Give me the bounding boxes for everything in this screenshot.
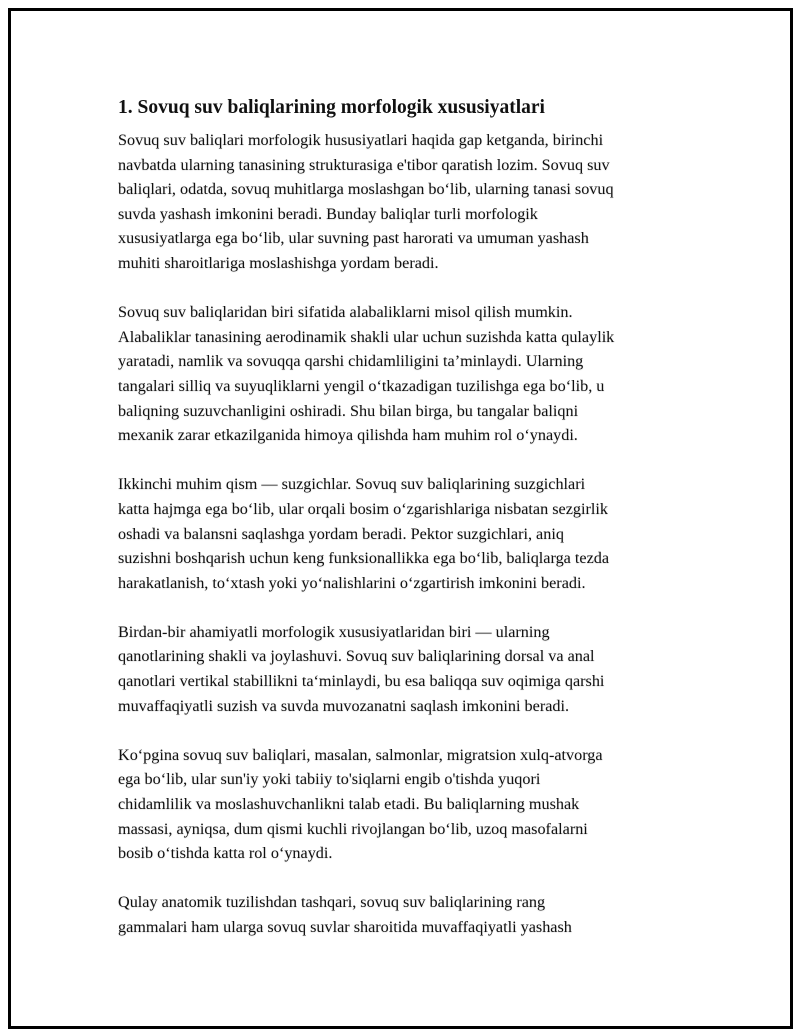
text-line: baliqning suzuvchanligini oshiradi. Shu bilan birga, bu tangalar baliqni [118,401,579,420]
text-line: gammalari ham ularga sovuq suvlar sharoitida muvaffaqiyatli yashash [118,918,572,936]
text-line: muhiti sharoitlariga moslashishga yordam beradi. [118,253,439,272]
paragraph-3 [118,472,690,595]
text-line: Birdan-bir ahamiyatli morfologik xususiyatlaridan biri — ularning [118,622,550,641]
paragraph-1 [118,128,690,276]
text-line: Alabaliklar tanasining aerodinamik shakli ular uchun suzishda katta qulaylik [118,327,615,346]
text-line: Ko‘pgina sovuq suv baliqlari, masalan, salmonlar, migratsion xulq-atvorga [118,745,603,764]
text-line: oshadi va balansni saqlashga yordam beradi. Pektor suzgichlari, aniq [118,524,564,543]
text-line: katta hajmga ega bo‘lib, ular orqali bosim o‘zgarishlariga nisbatan sezgirlik [118,499,608,518]
text-line: chidamlilik va moslashuvchanlikni talab etadi. Bu baliqlarning mushak [118,795,580,814]
text-line: Qulay anatomik tuzilishdan tashqari, sovuq suv baliqlarining rang [118,893,546,912]
text-line: navbatda ularning tanasining strukturasiga e'tibor qaratish lozim. Sovuq suv [118,155,610,174]
text-line: ega bo‘lib, ular sun'iy yoki tabiiy to'siqlarni engib o'tishda yuqori [118,770,541,789]
text-line: harakatlanish, to‘xtash yoki yo‘nalishlarini o‘zgartirish imkonini beradi. [118,573,586,592]
text-line: tangalari silliq va suyuqliklarni yengil o‘tkazadigan tuzilishga ega bo‘lib, u [118,376,605,395]
text-line: muvaffaqiyatli suzish va suvda muvozanatni saqlash imkonini beradi. [118,696,570,715]
text-line: massasi, ayniqsa, dum qismi kuchli rivojlangan bo‘lib, uzoq masofalarni [118,819,588,838]
paragraph-6 [118,890,690,939]
text-line: mexanik zarar etkazilganida himoya qilishda ham muhim rol o‘ynaydi. [118,426,578,445]
text-line: Sovuq suv baliqlari morfologik hususiyatlari haqida gap ketganda, birinchi [118,131,604,149]
text-line: Sovuq suv baliqlaridan biri sifatida alabaliklarni misol qilish mumkin. [118,303,573,322]
text-line: xususiyatlarga ega bo‘lib, ular suvning past harorati va umuman yashash [118,229,589,248]
text-line: yaratadi, namlik va sovuqqa qarshi chidamliligini ta’minlaydi. Ularning [118,352,584,371]
text-line: qanotlarining shakli va joylashuvi. Sovuq suv baliqlarining dorsal va anal [118,647,595,666]
paragraph-2 [118,300,690,448]
document-body [118,94,690,964]
text-line: bosib o‘tishda katta rol o‘ynaydi. [118,844,333,863]
text-line: suzishni boshqarish uchun keng funksionallikka ega bo‘lib, baliqlarga tezda [118,549,610,568]
text-line: qanotlari vertikal stabillikni ta‘minlaydi, bu esa baliqqa suv oqimiga qarshi [118,672,605,691]
section-heading: 1. Sovuq suv baliqlarining morfologik xususiyatlari [118,97,545,118]
text-line: baliqlari, odatda, sovuq muhitlarga moslashgan bo‘lib, ularning tanasi sovuq [118,180,614,199]
text-line: suvda yashash imkonini beradi. Bunday baliqlar turli morfologik [118,204,538,223]
text-line: Ikkinchi muhim qism — suzgichlar. Sovuq suv baliqlarining suzgichlari [118,475,586,494]
paragraph-4 [118,620,690,718]
paragraph-5 [118,743,690,866]
